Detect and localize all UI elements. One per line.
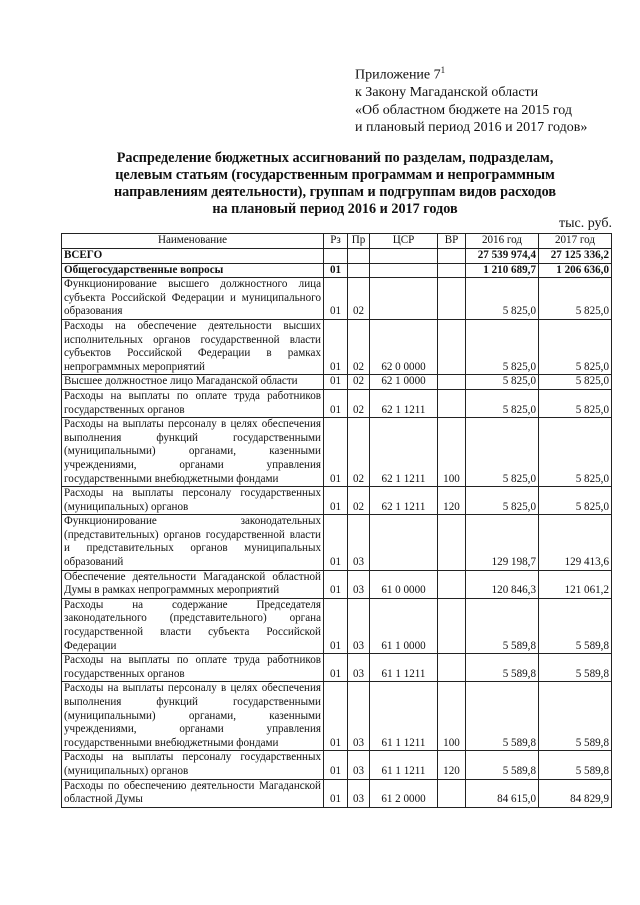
cell-name: Функционирование законодательных (представительных) органов государственной власти и представительных органов муниципальных образований: [62, 515, 324, 570]
cell-name: Расходы на выплаты персоналу в целях обеспечения выполнения функций государственными (муниципальными) органами, казенными учреждениями, органами управления государственными внебюджетными фондами: [62, 418, 324, 487]
cell-2017: 1 206 636,0: [539, 263, 612, 278]
cell-rz: 01: [324, 779, 348, 807]
table-row: [62, 682, 612, 751]
cell-pr: 02: [348, 389, 370, 417]
cell-csr: 62 1 1211: [370, 418, 438, 487]
appendix-title-main: Приложение 7: [355, 67, 441, 83]
cell-vr: [438, 389, 466, 417]
cell-rz: 01: [324, 515, 348, 570]
cell-csr: [370, 249, 438, 264]
cell-name: Расходы на выплаты персоналу государственных (муниципальных) органов: [62, 487, 324, 515]
cell-2017: 84 829,9: [539, 779, 612, 807]
cell-name: ВСЕГО: [62, 249, 324, 264]
document-title: [62, 150, 608, 218]
cell-rz: 01: [324, 654, 348, 682]
header-name: Наименование: [62, 234, 324, 249]
cell-2016: 5 589,8: [466, 598, 539, 653]
cell-csr: 61 0 0000: [370, 570, 438, 598]
cell-rz: 01: [324, 598, 348, 653]
cell-2016: 120 846,3: [466, 570, 539, 598]
cell-vr: [438, 779, 466, 807]
cell-name: Обеспечение деятельности Магаданской областной Думы в рамках непрограммных мероприятий: [62, 570, 324, 598]
cell-2017: 5 825,0: [539, 375, 612, 390]
header-2017: 2017 год: [539, 234, 612, 249]
cell-pr: 03: [348, 654, 370, 682]
table-row: [62, 263, 612, 278]
cell-name: Расходы по обеспечению деятельности Магаданской областной Думы: [62, 779, 324, 807]
cell-2017: 5 825,0: [539, 487, 612, 515]
cell-pr: 03: [348, 570, 370, 598]
cell-name: Функционирование высшего должностного лица субъекта Российской Федерации и муниципального образования: [62, 278, 324, 320]
table-header-row: [62, 234, 612, 249]
table-row: [62, 598, 612, 653]
cell-vr: [438, 375, 466, 390]
cell-vr: [438, 249, 466, 264]
cell-rz: 01: [324, 263, 348, 278]
cell-vr: 100: [438, 418, 466, 487]
cell-2016: 5 825,0: [466, 278, 539, 320]
cell-csr: 61 1 1211: [370, 751, 438, 779]
cell-csr: [370, 263, 438, 278]
cell-rz: [324, 249, 348, 264]
cell-2016: 84 615,0: [466, 779, 539, 807]
cell-vr: [438, 263, 466, 278]
table-row: [62, 319, 612, 374]
cell-rz: 01: [324, 375, 348, 390]
cell-2017: 121 061,2: [539, 570, 612, 598]
header-csr: ЦСР: [370, 234, 438, 249]
cell-2017: 5 825,0: [539, 278, 612, 320]
cell-vr: 120: [438, 487, 466, 515]
cell-rz: 01: [324, 278, 348, 320]
cell-name: Расходы на выплаты по оплате труда работников государственных органов: [62, 389, 324, 417]
cell-csr: 61 1 1211: [370, 654, 438, 682]
cell-rz: 01: [324, 751, 348, 779]
cell-csr: 61 2 0000: [370, 779, 438, 807]
cell-2016: 5 825,0: [466, 487, 539, 515]
cell-name: Высшее должностное лицо Магаданской области: [62, 375, 324, 390]
cell-2017: 5 589,8: [539, 682, 612, 751]
units-label: тыс. руб.: [559, 216, 612, 231]
cell-rz: 01: [324, 418, 348, 487]
title-line-3: направлениям деятельности), группам и подгруппам видов расходов: [113, 184, 557, 200]
cell-2016: 5 825,0: [466, 375, 539, 390]
header-2016: 2016 год: [466, 234, 539, 249]
cell-csr: 62 1 1211: [370, 487, 438, 515]
appendix-title-sup: 1: [440, 65, 446, 75]
table-row: [62, 389, 612, 417]
cell-2016: 5 589,8: [466, 751, 539, 779]
cell-rz: 01: [324, 487, 348, 515]
table-row: [62, 751, 612, 779]
cell-pr: 03: [348, 682, 370, 751]
cell-vr: [438, 570, 466, 598]
cell-2017: 5 589,8: [539, 751, 612, 779]
table-row: [62, 418, 612, 487]
table-row: [62, 487, 612, 515]
cell-name: Общегосударственные вопросы: [62, 263, 324, 278]
appendix-line-3: «Об областном бюджете на 2015 год: [355, 102, 572, 118]
cell-pr: 02: [348, 418, 370, 487]
cell-csr: 61 1 1211: [370, 682, 438, 751]
cell-2016: 27 539 974,4: [466, 249, 539, 264]
cell-2016: 5 589,8: [466, 654, 539, 682]
cell-vr: [438, 654, 466, 682]
cell-vr: [438, 598, 466, 653]
header-vr: ВР: [438, 234, 466, 249]
cell-pr: [348, 249, 370, 264]
cell-name: Расходы на обеспечение деятельности высших исполнительных органов государственной власти субъектов Российской Федерации в рамках непрограммных мероприятий: [62, 319, 324, 374]
cell-rz: 01: [324, 389, 348, 417]
cell-name: Расходы на содержание Председателя законодательного (представительного) органа государственной власти субъекта Российской Федерации: [62, 598, 324, 653]
cell-csr: [370, 515, 438, 570]
cell-name: Расходы на выплаты персоналу в целях обеспечения выполнения функций государственными (муниципальными) органами, казенными учреждениями, органами управления государственными внебюджетными фондами: [62, 682, 324, 751]
cell-pr: 03: [348, 598, 370, 653]
cell-2017: 129 413,6: [539, 515, 612, 570]
cell-csr: 62 1 1211: [370, 389, 438, 417]
title-line-2: целевым статьям (государственным программам и непрограммным: [115, 167, 555, 183]
cell-2016: 1 210 689,7: [466, 263, 539, 278]
appendix-line-4: и плановый период 2016 и 2017 годов»: [355, 120, 588, 136]
table-row: [62, 654, 612, 682]
cell-2016: 5 825,0: [466, 418, 539, 487]
cell-pr: 02: [348, 375, 370, 390]
cell-vr: 100: [438, 682, 466, 751]
table-row: [62, 779, 612, 807]
cell-vr: [438, 319, 466, 374]
cell-rz: 01: [324, 682, 348, 751]
cell-2016: 5 825,0: [466, 319, 539, 374]
cell-csr: 61 1 0000: [370, 598, 438, 653]
cell-pr: 03: [348, 779, 370, 807]
cell-pr: 03: [348, 515, 370, 570]
cell-pr: 02: [348, 319, 370, 374]
cell-pr: 02: [348, 487, 370, 515]
header-pr: Пр: [348, 234, 370, 249]
table-row: [62, 249, 612, 264]
cell-2017: 27 125 336,2: [539, 249, 612, 264]
cell-vr: [438, 515, 466, 570]
cell-pr: 03: [348, 751, 370, 779]
cell-2016: 5 589,8: [466, 682, 539, 751]
cell-name: Расходы на выплаты персоналу государственных (муниципальных) органов: [62, 751, 324, 779]
title-line-1: Распределение бюджетных ассигнований по разделам, подразделам,: [116, 150, 554, 166]
header-rz: Рз: [324, 234, 348, 249]
cell-2016: 5 825,0: [466, 389, 539, 417]
cell-vr: 120: [438, 751, 466, 779]
cell-rz: 01: [324, 319, 348, 374]
cell-csr: [370, 278, 438, 320]
table-row: [62, 570, 612, 598]
cell-2017: 5 589,8: [539, 598, 612, 653]
cell-csr: 62 1 0000: [370, 375, 438, 390]
cell-csr: 62 0 0000: [370, 319, 438, 374]
cell-rz: 01: [324, 570, 348, 598]
cell-pr: 02: [348, 278, 370, 320]
cell-2017: 5 589,8: [539, 654, 612, 682]
appendix-line-2: к Закону Магаданской области: [355, 85, 539, 101]
appendix-header: [355, 62, 587, 137]
title-line-4: на плановый период 2016 и 2017 годов: [212, 201, 458, 217]
table-row: [62, 515, 612, 570]
cell-vr: [438, 278, 466, 320]
table-body: [62, 249, 612, 808]
cell-2016: 129 198,7: [466, 515, 539, 570]
table-row: [62, 375, 612, 390]
cell-2017: 5 825,0: [539, 389, 612, 417]
cell-2017: 5 825,0: [539, 418, 612, 487]
cell-pr: [348, 263, 370, 278]
cell-name: Расходы на выплаты по оплате труда работников государственных органов: [62, 654, 324, 682]
budget-table: [61, 233, 612, 808]
cell-2017: 5 825,0: [539, 319, 612, 374]
table-row: [62, 278, 612, 320]
appendix-title: [355, 62, 587, 84]
